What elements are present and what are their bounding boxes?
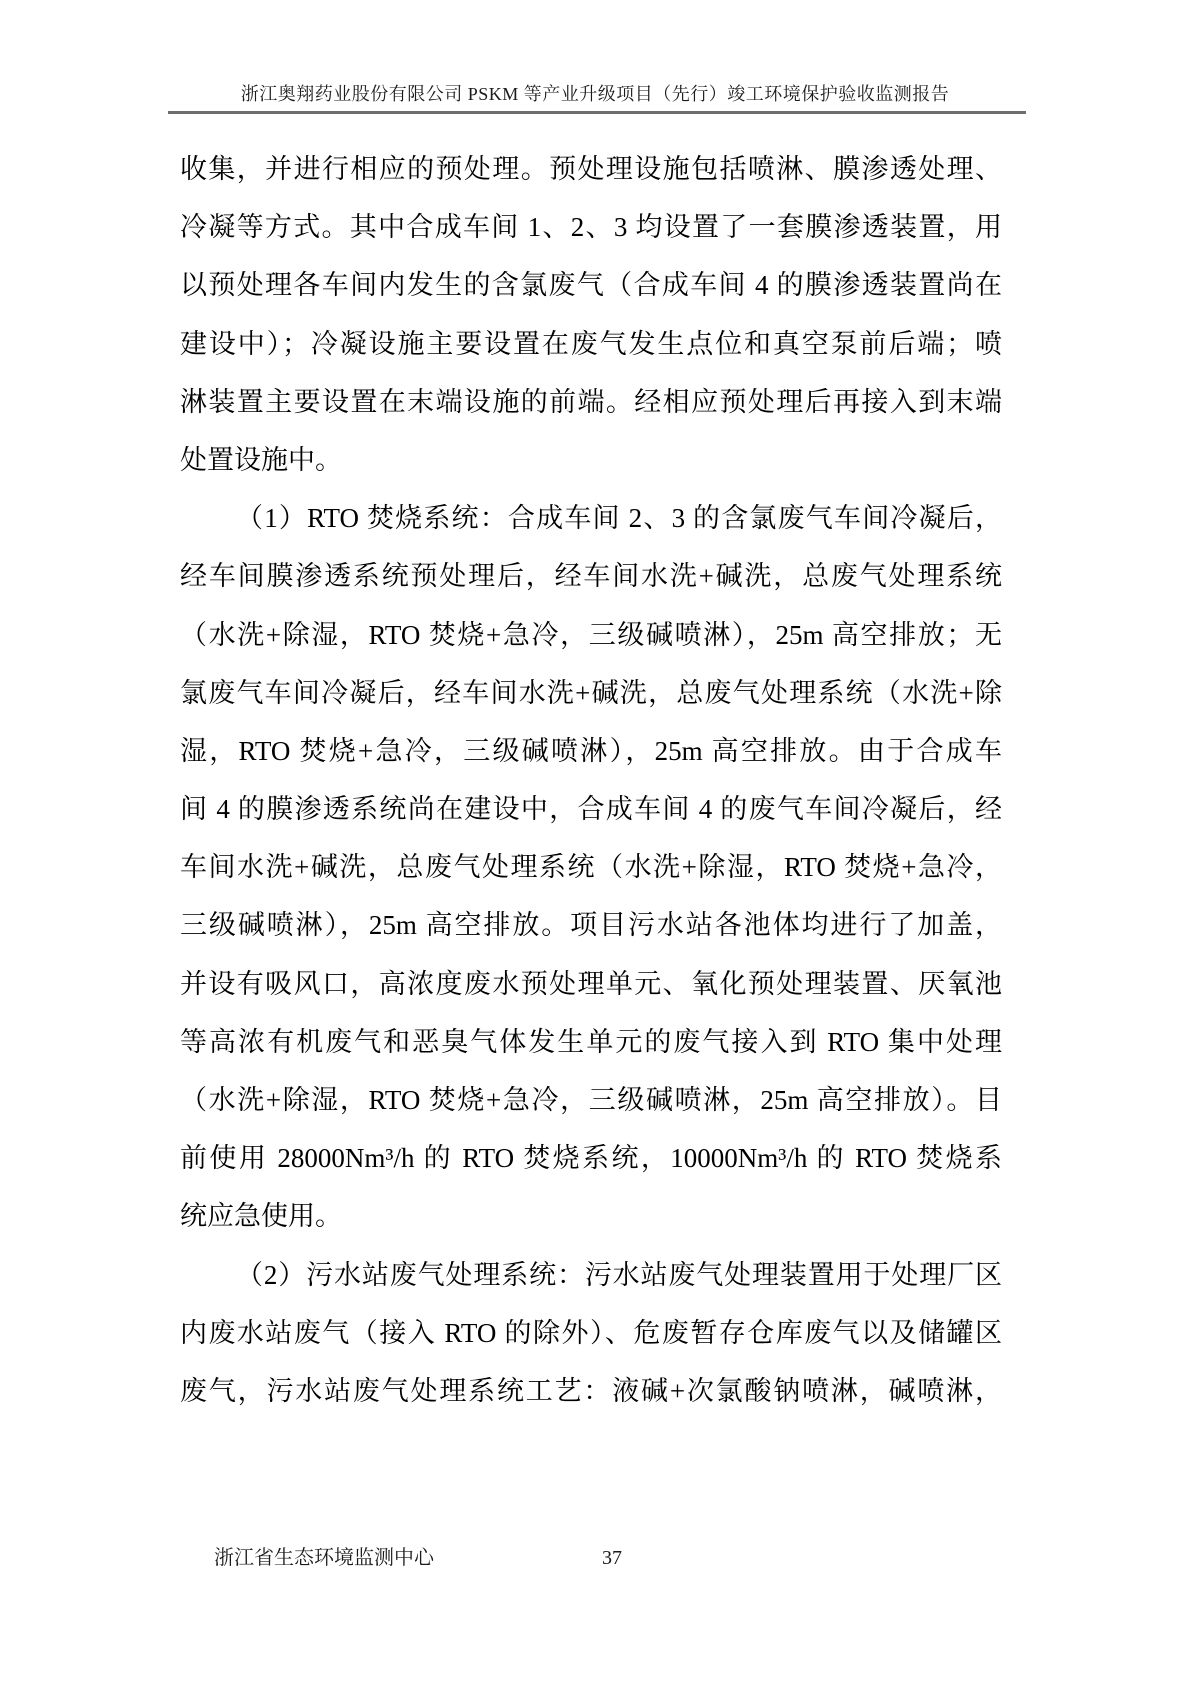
- document-body: [180, 140, 1002, 1420]
- text-line: 以预处理各车间内发生的含氯废气（合成车间 4 的膜渗透装置尚在: [180, 270, 1002, 301]
- text-line: 淋装置主要设置在末端设施的前端。经相应预处理后再接入到末端: [180, 386, 1002, 417]
- text-line: （水洗+除湿，RTO 焚烧+急冷，三级碱喷淋），25m 高空排放；无: [180, 619, 1002, 650]
- header-rule: [168, 111, 1026, 114]
- text-line: 经车间膜渗透系统预处理后，经车间水洗+碱洗，总废气处理系统: [180, 561, 1002, 592]
- footer-page-number: 37: [602, 1547, 622, 1569]
- text-line: 废气，污水站废气处理系统工艺：液碱+次氯酸钠喷淋，碱喷淋，: [180, 1375, 1002, 1406]
- text-line: 等高浓有机废气和恶臭气体发生单元的废气接入到 RTO 集中处理: [180, 1026, 1002, 1057]
- text-line: 三级碱喷淋），25m 高空排放。项目污水站各池体均进行了加盖，: [180, 910, 1002, 941]
- text-line: （2）污水站废气处理系统：污水站废气处理装置用于处理厂区: [236, 1259, 1002, 1290]
- text-line: 湿，RTO 焚烧+急冷，三级碱喷淋），25m 高空排放。由于合成车: [180, 735, 1002, 766]
- text-line: （1）RTO 焚烧系统：合成车间 2、3 的含氯废气车间冷凝后，: [236, 503, 1002, 534]
- text-line: 间 4 的膜渗透系统尚在建设中，合成车间 4 的废气车间冷凝后，经: [180, 794, 1002, 825]
- text-line: 处置设施中。: [180, 444, 342, 475]
- text-line: 车间水洗+碱洗，总废气处理系统（水洗+除湿，RTO 焚烧+急冷，: [180, 852, 1002, 883]
- text-line: 收集，并进行相应的预处理。预处理设施包括喷淋、膜渗透处理、: [180, 154, 1002, 184]
- text-line: 氯废气车间冷凝后，经车间水洗+碱洗，总废气处理系统（水洗+除: [180, 677, 1002, 708]
- text-line: （水洗+除湿，RTO 焚烧+急冷，三级碱喷淋，25m 高空排放）。目: [180, 1085, 1002, 1115]
- text-line: 统应急使用。: [180, 1201, 342, 1232]
- text-line: 内废水站废气（接入 RTO 的除外）、危废暂存仓库废气以及储罐区: [180, 1317, 1002, 1348]
- text-line: 并设有吸风口，高浓度废水预处理单元、氧化预处理装置、厌氧池: [180, 968, 1002, 999]
- text-line: 建设中）；冷凝设施主要设置在废气发生点位和真空泵前后端；喷: [180, 328, 1002, 359]
- text-line: 前使用 28000Nm³/h 的 RTO 焚烧系统，10000Nm³/h 的 RTO 焚烧系: [180, 1143, 1002, 1174]
- header-title: 浙江奥翔药业股份有限公司 PSKM 等产业升级项目（先行）竣工环境保护验收监测报告: [240, 84, 950, 104]
- text-line: 冷凝等方式。其中合成车间 1、2、3 均设置了一套膜渗透装置，用: [180, 212, 1002, 243]
- footer-organization: 浙江省生态环境监测中心: [214, 1547, 434, 1569]
